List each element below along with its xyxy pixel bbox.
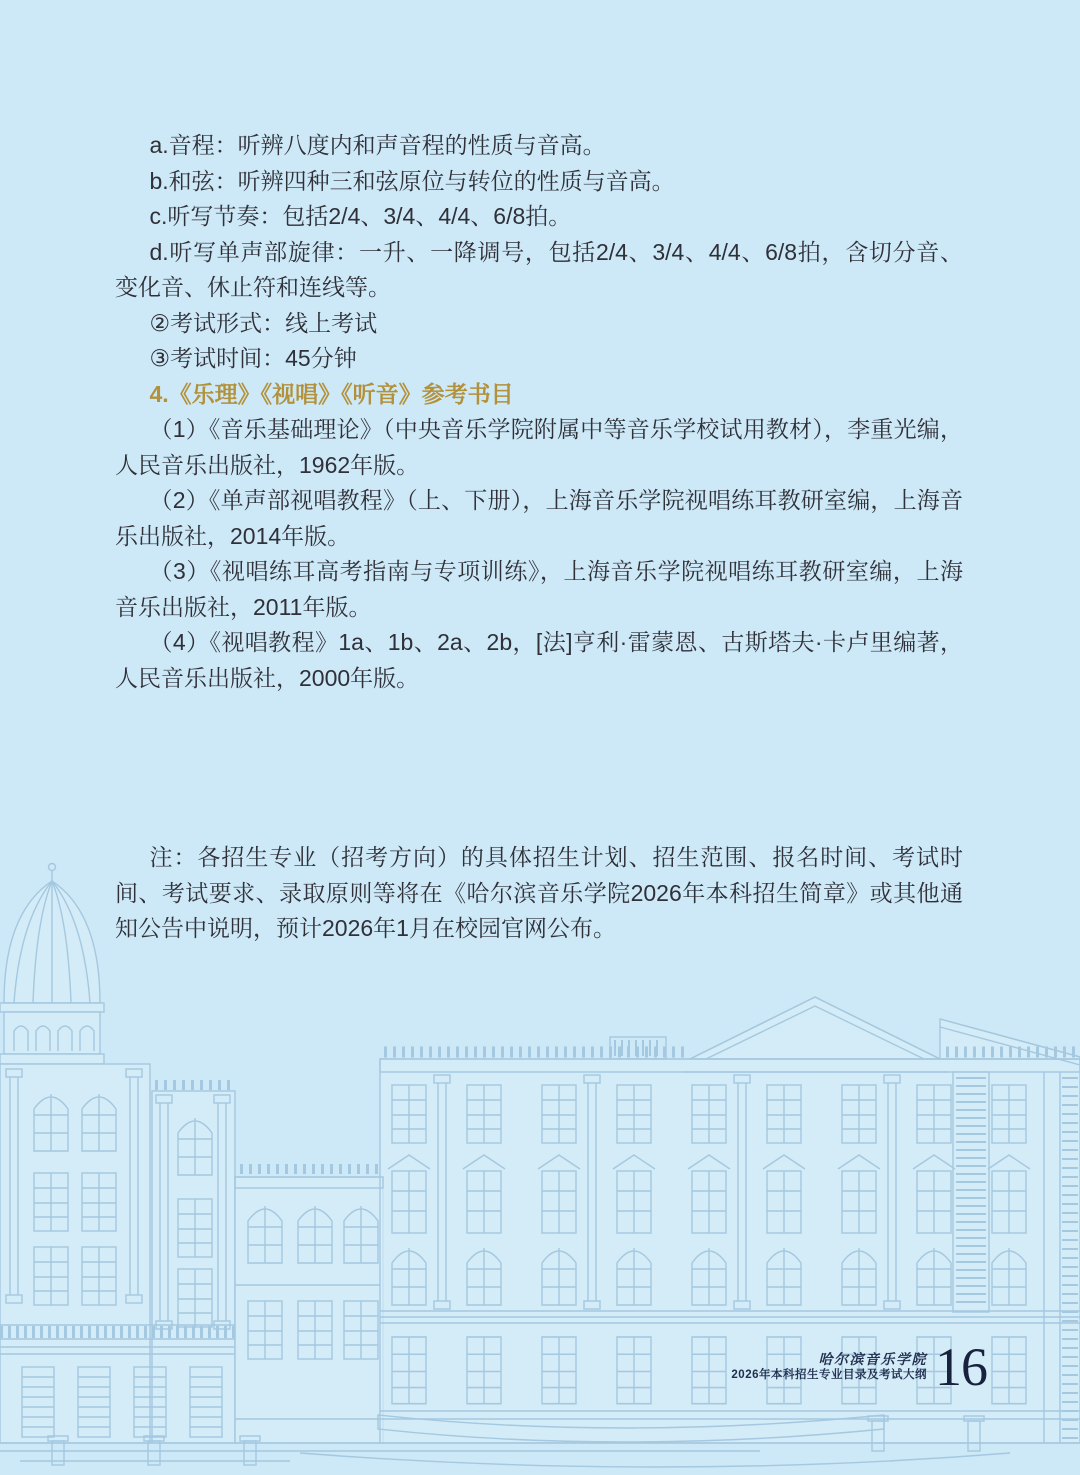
page-number: 16 [935,1337,987,1397]
exam-detail-interval: a.音程：听辨八度内和声音程的性质与音高。 [149,132,606,158]
admission-note-text: 注：各招生专业（招考方向）的具体招生计划、招生范围、报名时间、考试时间、考试要求、录取原则等将在《哈尔滨音乐学院2026年本科招生简章》或其他通知公告中说明，预计2026年1月在校园官网公布。 [115,844,963,941]
body-text [115,128,963,696]
school-name: 哈尔滨音乐学院 [818,1351,927,1368]
exam-detail-chord: b.和弦：听辨四种三和弦原位与转位的性质与音高。 [149,167,675,194]
exam-detail-rhythm-dictation: c.听写节奏：包括2/4、3/4、4/4、6/8拍。 [149,203,572,229]
exam-format: ②考试形式：线上考试 [149,309,378,336]
catalog-title: 2026年本科招生专业目录及考试大纲 [731,1368,927,1381]
reference-books-heading: 4.《乐理》《视唱》《听音》参考书目 [149,380,514,407]
exam-detail-melody-dictation: d.听写单声部旋律：一升、一降调号，包括2/4、3/4、4/4、6/8拍，含切分音、变化音、休止符和连线等。 [115,238,963,300]
footer [731,1337,987,1397]
footer-titles [731,1352,927,1383]
reference-book-4: （4）《视唱教程》1a、1b、2a、2b，[法]亨利·雷蒙恩、古斯塔夫·卡卢里编著，人民音乐出版社，2000年版。 [115,629,963,691]
reference-book-1: （1）《音乐基础理论》（中央音乐学院附属中等音乐学校试用教材），李重光编，人民音乐出版社，1962年版。 [115,416,963,478]
exam-duration: ③考试时间：45分钟 [149,345,357,371]
admission-note [115,840,963,947]
reference-book-3: （3）《视唱练耳高考指南与专项训练》，上海音乐学院视唱练耳教研室编，上海音乐出版社，2011年版。 [115,558,963,620]
reference-book-2: （2）《单声部视唱教程》（上、下册），上海音乐学院视唱练耳教研室编，上海音乐出版社，2014年版。 [115,487,963,549]
